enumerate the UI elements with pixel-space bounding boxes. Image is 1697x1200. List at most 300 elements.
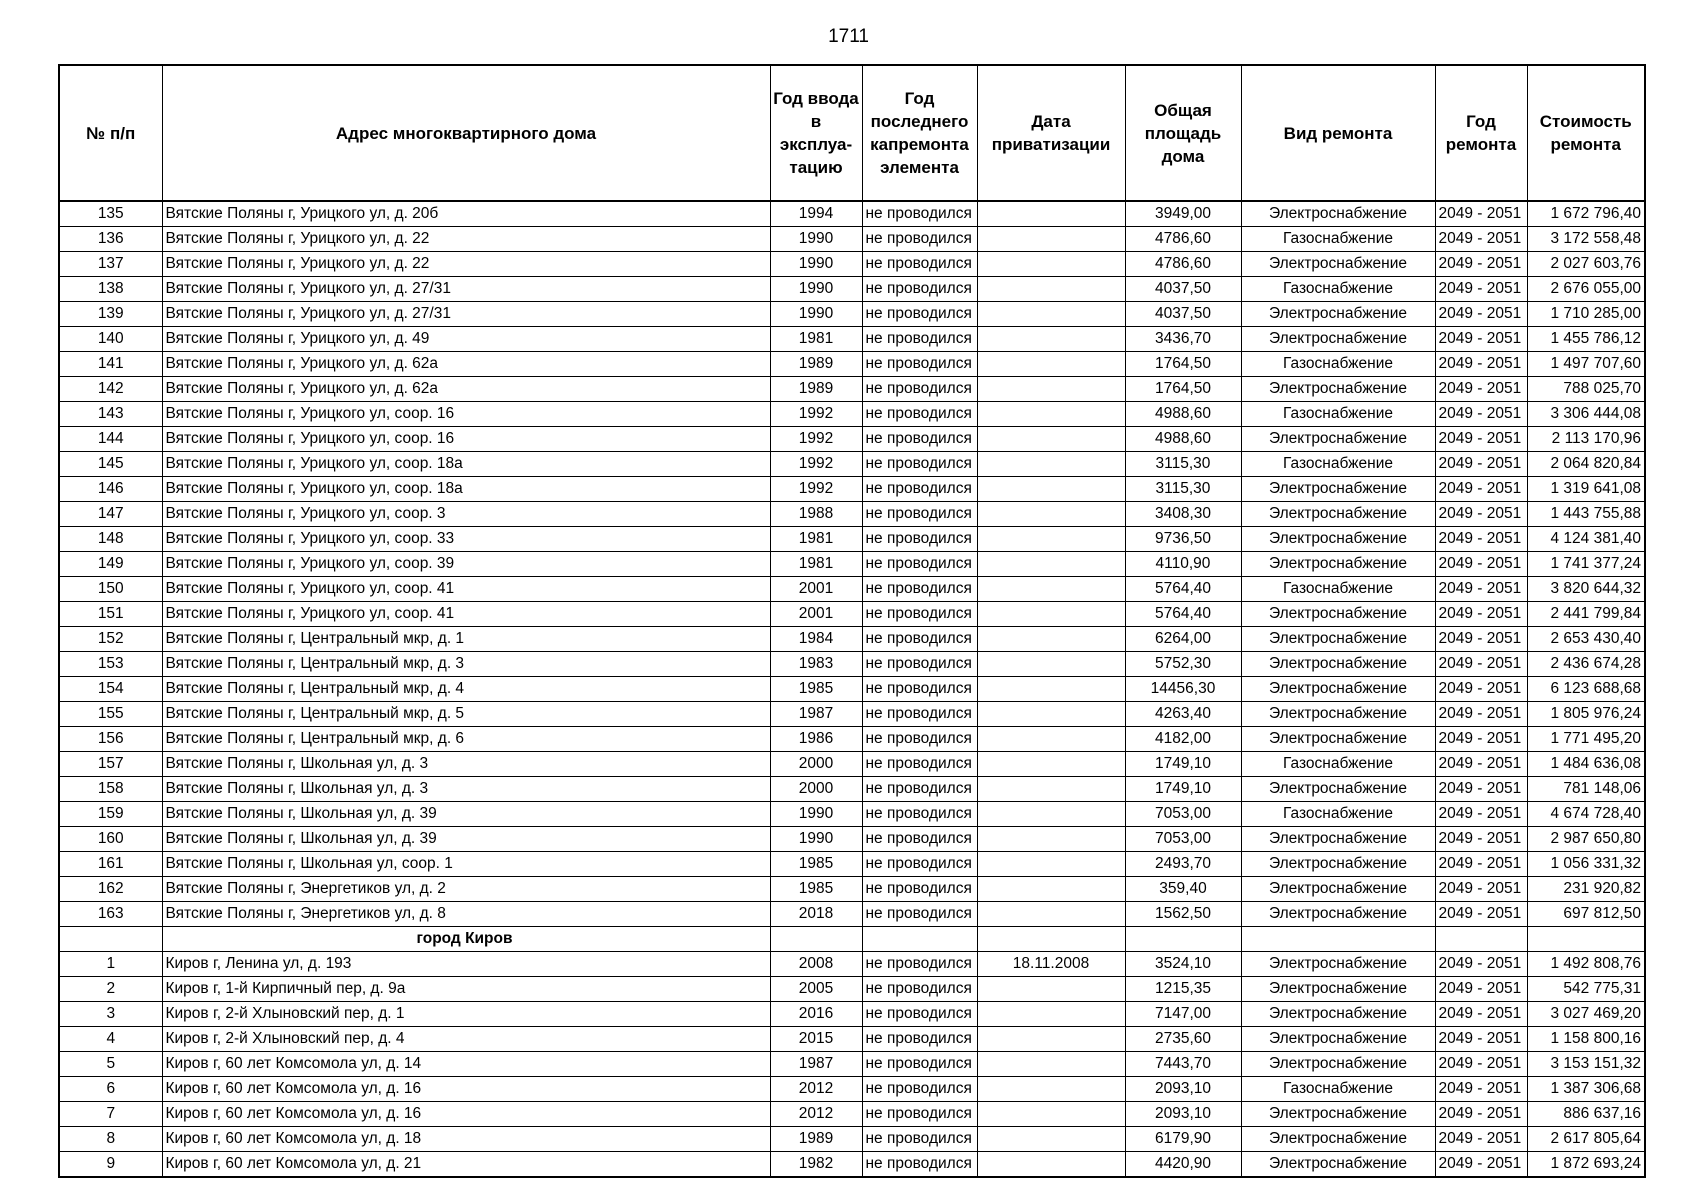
cell-cost: 886 637,16 (1527, 1102, 1645, 1127)
cell-last-repair: не проводился (862, 602, 977, 627)
cell-address: Киров г, 60 лет Комсомола ул, д. 16 (162, 1102, 770, 1127)
section-empty-cell (1527, 927, 1645, 952)
cell-year-built: 1987 (770, 702, 862, 727)
cell-privatization (977, 602, 1125, 627)
cell-repair-type: Электроснабжение (1241, 1027, 1435, 1052)
table-row (59, 752, 1645, 777)
cell-cost: 2 113 170,96 (1527, 427, 1645, 452)
cell-area: 4263,40 (1125, 702, 1241, 727)
cell-privatization (977, 252, 1125, 277)
cell-area: 3115,30 (1125, 452, 1241, 477)
section-empty-cell (977, 927, 1125, 952)
cell-repair-year: 2049 - 2051 (1435, 352, 1527, 377)
cell-repair-year: 2049 - 2051 (1435, 777, 1527, 802)
cell-year-built: 1989 (770, 1127, 862, 1152)
cell-year-built: 1992 (770, 402, 862, 427)
table-row (59, 677, 1645, 702)
cell-cost: 231 920,82 (1527, 877, 1645, 902)
cell-address: Вятские Поляны г, Урицкого ул, соор. 18а (162, 452, 770, 477)
header-privatization: Дата приватизации (977, 65, 1125, 201)
section-empty-cell (1125, 927, 1241, 952)
cell-year-built: 1986 (770, 727, 862, 752)
cell-address: Вятские Поляны г, Центральный мкр, д. 3 (162, 652, 770, 677)
cell-cost: 1 497 707,60 (1527, 352, 1645, 377)
cell-area: 1764,50 (1125, 352, 1241, 377)
cell-num: 150 (59, 577, 162, 602)
cell-privatization (977, 677, 1125, 702)
cell-last-repair: не проводился (862, 977, 977, 1002)
cell-num: 151 (59, 602, 162, 627)
cell-year-built: 1990 (770, 302, 862, 327)
cell-num: 162 (59, 877, 162, 902)
cell-year-built: 1990 (770, 277, 862, 302)
cell-year-built: 2016 (770, 1002, 862, 1027)
cell-num: 3 (59, 1002, 162, 1027)
cell-area: 9736,50 (1125, 527, 1241, 552)
cell-year-built: 1990 (770, 802, 862, 827)
cell-year-built: 1982 (770, 1152, 862, 1178)
cell-last-repair: не проводился (862, 577, 977, 602)
cell-num: 143 (59, 402, 162, 427)
cell-cost: 1 672 796,40 (1527, 201, 1645, 227)
cell-year-built: 2001 (770, 577, 862, 602)
cell-num: 146 (59, 477, 162, 502)
cell-repair-type: Газоснабжение (1241, 577, 1435, 602)
cell-num: 158 (59, 777, 162, 802)
cell-last-repair: не проводился (862, 427, 977, 452)
cell-area: 1749,10 (1125, 752, 1241, 777)
cell-address: Вятские Поляны г, Энергетиков ул, д. 2 (162, 877, 770, 902)
table-row (59, 302, 1645, 327)
table-row (59, 902, 1645, 927)
cell-repair-year: 2049 - 2051 (1435, 652, 1527, 677)
cell-area: 3949,00 (1125, 201, 1241, 227)
cell-area: 1215,35 (1125, 977, 1241, 1002)
cell-year-built: 2001 (770, 602, 862, 627)
table-row (59, 802, 1645, 827)
cell-year-built: 2005 (770, 977, 862, 1002)
cell-area: 5764,40 (1125, 602, 1241, 627)
cell-privatization (977, 352, 1125, 377)
cell-repair-year: 2049 - 2051 (1435, 277, 1527, 302)
cell-cost: 1 319 641,08 (1527, 477, 1645, 502)
table-row (59, 1152, 1645, 1178)
cell-address: Вятские Поляны г, Урицкого ул, соор. 16 (162, 402, 770, 427)
section-empty-cell (770, 927, 862, 952)
cell-year-built: 1990 (770, 252, 862, 277)
cell-address: Вятские Поляны г, Центральный мкр, д. 4 (162, 677, 770, 702)
cell-privatization (977, 1052, 1125, 1077)
cell-year-built: 1990 (770, 827, 862, 852)
cell-address: Вятские Поляны г, Урицкого ул, соор. 18а (162, 477, 770, 502)
cell-repair-year: 2049 - 2051 (1435, 852, 1527, 877)
cell-area: 14456,30 (1125, 677, 1241, 702)
cell-address: Киров г, Ленина ул, д. 193 (162, 952, 770, 977)
cell-repair-year: 2049 - 2051 (1435, 577, 1527, 602)
cell-cost: 2 441 799,84 (1527, 602, 1645, 627)
cell-privatization (977, 201, 1125, 227)
cell-year-built: 1987 (770, 1052, 862, 1077)
table-row (59, 527, 1645, 552)
cell-repair-type: Электроснабжение (1241, 677, 1435, 702)
cell-last-repair: не проводился (862, 402, 977, 427)
cell-privatization (977, 777, 1125, 802)
cell-repair-type: Электроснабжение (1241, 777, 1435, 802)
page-number: 1711 (828, 26, 869, 47)
cell-repair-year: 2049 - 2051 (1435, 502, 1527, 527)
cell-privatization (977, 752, 1125, 777)
cell-address: Вятские Поляны г, Центральный мкр, д. 6 (162, 727, 770, 752)
cell-privatization (977, 552, 1125, 577)
cell-address: Киров г, 2-й Хлыновский пер, д. 4 (162, 1027, 770, 1052)
cell-repair-type: Газоснабжение (1241, 1077, 1435, 1102)
cell-repair-year: 2049 - 2051 (1435, 1027, 1527, 1052)
repair-register-table (58, 64, 1646, 1178)
cell-area: 5752,30 (1125, 652, 1241, 677)
cell-cost: 697 812,50 (1527, 902, 1645, 927)
cell-last-repair: не проводился (862, 777, 977, 802)
cell-area: 6179,90 (1125, 1127, 1241, 1152)
cell-address: Вятские Поляны г, Урицкого ул, д. 62а (162, 377, 770, 402)
cell-last-repair: не проводился (862, 552, 977, 577)
cell-repair-type: Газоснабжение (1241, 802, 1435, 827)
cell-repair-type: Газоснабжение (1241, 352, 1435, 377)
cell-last-repair: не проводился (862, 727, 977, 752)
cell-repair-year: 2049 - 2051 (1435, 477, 1527, 502)
cell-last-repair: не проводился (862, 827, 977, 852)
cell-cost: 1 387 306,68 (1527, 1077, 1645, 1102)
cell-privatization (977, 652, 1125, 677)
cell-privatization (977, 1002, 1125, 1027)
section-empty-cell (59, 927, 162, 952)
cell-cost: 1 872 693,24 (1527, 1152, 1645, 1178)
header-repair-type: Вид ремонта (1241, 65, 1435, 201)
cell-privatization (977, 852, 1125, 877)
cell-num: 152 (59, 627, 162, 652)
cell-num: 161 (59, 852, 162, 877)
section-title: город Киров (162, 927, 770, 952)
cell-address: Вятские Поляны г, Урицкого ул, соор. 41 (162, 577, 770, 602)
cell-repair-year: 2049 - 2051 (1435, 1052, 1527, 1077)
table-body-part1 (59, 201, 1645, 927)
cell-last-repair: не проводился (862, 652, 977, 677)
cell-privatization (977, 477, 1125, 502)
table-row (59, 1027, 1645, 1052)
cell-num: 7 (59, 1102, 162, 1127)
cell-privatization (977, 402, 1125, 427)
cell-cost: 2 676 055,00 (1527, 277, 1645, 302)
cell-repair-type: Электроснабжение (1241, 702, 1435, 727)
cell-cost: 2 617 805,64 (1527, 1127, 1645, 1152)
cell-address: Киров г, 2-й Хлыновский пер, д. 1 (162, 1002, 770, 1027)
cell-num: 140 (59, 327, 162, 352)
cell-year-built: 1981 (770, 552, 862, 577)
table-row (59, 377, 1645, 402)
cell-repair-type: Электроснабжение (1241, 1002, 1435, 1027)
cell-cost: 3 306 444,08 (1527, 402, 1645, 427)
table-row (59, 627, 1645, 652)
cell-repair-type: Газоснабжение (1241, 277, 1435, 302)
cell-address: Вятские Поляны г, Урицкого ул, д. 20б (162, 201, 770, 227)
cell-num: 2 (59, 977, 162, 1002)
cell-privatization: 18.11.2008 (977, 952, 1125, 977)
cell-repair-year: 2049 - 2051 (1435, 1102, 1527, 1127)
cell-address: Вятские Поляны г, Школьная ул, соор. 1 (162, 852, 770, 877)
cell-privatization (977, 577, 1125, 602)
table-row (59, 977, 1645, 1002)
cell-address: Вятские Поляны г, Урицкого ул, д. 27/31 (162, 302, 770, 327)
cell-cost: 1 455 786,12 (1527, 327, 1645, 352)
table-row (59, 652, 1645, 677)
cell-area: 7053,00 (1125, 827, 1241, 852)
cell-repair-type: Электроснабжение (1241, 1052, 1435, 1077)
table-row (59, 1002, 1645, 1027)
cell-last-repair: не проводился (862, 327, 977, 352)
cell-privatization (977, 802, 1125, 827)
cell-repair-year: 2049 - 2051 (1435, 727, 1527, 752)
cell-last-repair: не проводился (862, 227, 977, 252)
cell-cost: 1 710 285,00 (1527, 302, 1645, 327)
cell-cost: 3 027 469,20 (1527, 1002, 1645, 1027)
cell-year-built: 1989 (770, 377, 862, 402)
cell-repair-year: 2049 - 2051 (1435, 527, 1527, 552)
cell-repair-type: Электроснабжение (1241, 902, 1435, 927)
cell-num: 139 (59, 302, 162, 327)
cell-repair-year: 2049 - 2051 (1435, 377, 1527, 402)
cell-address: Вятские Поляны г, Урицкого ул, д. 49 (162, 327, 770, 352)
cell-area: 6264,00 (1125, 627, 1241, 652)
table-row (59, 227, 1645, 252)
table-row (59, 201, 1645, 227)
cell-repair-type: Электроснабжение (1241, 1152, 1435, 1178)
cell-last-repair: не проводился (862, 902, 977, 927)
cell-repair-type: Электроснабжение (1241, 852, 1435, 877)
table-row (59, 502, 1645, 527)
cell-privatization (977, 427, 1125, 452)
cell-cost: 1 805 976,24 (1527, 702, 1645, 727)
cell-repair-type: Электроснабжение (1241, 377, 1435, 402)
cell-address: Вятские Поляны г, Урицкого ул, д. 27/31 (162, 277, 770, 302)
cell-area: 2093,10 (1125, 1077, 1241, 1102)
cell-address: Вятские Поляны г, Урицкого ул, соор. 41 (162, 602, 770, 627)
cell-num: 8 (59, 1127, 162, 1152)
cell-area: 1562,50 (1125, 902, 1241, 927)
cell-privatization (977, 902, 1125, 927)
cell-area: 4786,60 (1125, 252, 1241, 277)
cell-year-built: 1985 (770, 877, 862, 902)
cell-last-repair: не проводился (862, 1077, 977, 1102)
cell-address: Вятские Поляны г, Урицкого ул, д. 22 (162, 227, 770, 252)
cell-cost: 788 025,70 (1527, 377, 1645, 402)
cell-last-repair: не проводился (862, 1002, 977, 1027)
cell-address: Вятские Поляны г, Центральный мкр, д. 1 (162, 627, 770, 652)
cell-area: 3524,10 (1125, 952, 1241, 977)
cell-last-repair: не проводился (862, 627, 977, 652)
cell-last-repair: не проводился (862, 302, 977, 327)
cell-year-built: 1992 (770, 427, 862, 452)
header-num: № п/п (59, 65, 162, 201)
cell-num: 141 (59, 352, 162, 377)
cell-repair-type: Электроснабжение (1241, 201, 1435, 227)
table-row (59, 727, 1645, 752)
table-row (59, 1102, 1645, 1127)
cell-year-built: 1985 (770, 677, 862, 702)
header-cost: Стоимость ремонта (1527, 65, 1645, 201)
cell-privatization (977, 377, 1125, 402)
cell-address: Вятские Поляны г, Школьная ул, д. 39 (162, 802, 770, 827)
cell-num: 163 (59, 902, 162, 927)
cell-repair-year: 2049 - 2051 (1435, 602, 1527, 627)
header-row (59, 65, 1645, 201)
cell-num: 5 (59, 1052, 162, 1077)
cell-privatization (977, 227, 1125, 252)
cell-privatization (977, 1102, 1125, 1127)
cell-address: Вятские Поляны г, Урицкого ул, д. 62а (162, 352, 770, 377)
cell-area: 3436,70 (1125, 327, 1241, 352)
cell-year-built: 1994 (770, 201, 862, 227)
cell-address: Киров г, 60 лет Комсомола ул, д. 21 (162, 1152, 770, 1178)
cell-num: 135 (59, 201, 162, 227)
cell-address: Киров г, 1-й Кирпичный пер, д. 9а (162, 977, 770, 1002)
cell-num: 4 (59, 1027, 162, 1052)
cell-repair-year: 2049 - 2051 (1435, 1127, 1527, 1152)
section-empty-cell (1241, 927, 1435, 952)
cell-repair-year: 2049 - 2051 (1435, 227, 1527, 252)
cell-area: 4988,60 (1125, 427, 1241, 452)
cell-address: Вятские Поляны г, Урицкого ул, соор. 3 (162, 502, 770, 527)
cell-repair-year: 2049 - 2051 (1435, 952, 1527, 977)
cell-repair-year: 2049 - 2051 (1435, 627, 1527, 652)
cell-num: 145 (59, 452, 162, 477)
cell-num: 149 (59, 552, 162, 577)
cell-repair-year: 2049 - 2051 (1435, 402, 1527, 427)
cell-area: 7053,00 (1125, 802, 1241, 827)
cell-year-built: 2015 (770, 1027, 862, 1052)
table-row (59, 552, 1645, 577)
cell-cost: 1 771 495,20 (1527, 727, 1645, 752)
cell-address: Вятские Поляны г, Школьная ул, д. 3 (162, 777, 770, 802)
cell-num: 1 (59, 952, 162, 977)
cell-num: 147 (59, 502, 162, 527)
cell-address: Вятские Поляны г, Урицкого ул, соор. 16 (162, 427, 770, 452)
cell-last-repair: не проводился (862, 952, 977, 977)
cell-area: 2735,60 (1125, 1027, 1241, 1052)
cell-cost: 2 436 674,28 (1527, 652, 1645, 677)
header-area: Общая площадь дома (1125, 65, 1241, 201)
cell-last-repair: не проводился (862, 452, 977, 477)
table-row (59, 852, 1645, 877)
section-empty-cell (862, 927, 977, 952)
cell-year-built: 1988 (770, 502, 862, 527)
cell-repair-type: Электроснабжение (1241, 827, 1435, 852)
cell-repair-year: 2049 - 2051 (1435, 252, 1527, 277)
header-address: Адрес многоквартирного дома (162, 65, 770, 201)
table-row (59, 777, 1645, 802)
cell-repair-year: 2049 - 2051 (1435, 1077, 1527, 1102)
header-year-built: Год ввода в эксплуа-тацию (770, 65, 862, 201)
cell-repair-type: Электроснабжение (1241, 602, 1435, 627)
cell-repair-year: 2049 - 2051 (1435, 1152, 1527, 1178)
cell-num: 160 (59, 827, 162, 852)
cell-cost: 2 027 603,76 (1527, 252, 1645, 277)
cell-cost: 1 492 808,76 (1527, 952, 1645, 977)
cell-year-built: 1992 (770, 477, 862, 502)
cell-last-repair: не проводился (862, 477, 977, 502)
cell-year-built: 2000 (770, 777, 862, 802)
cell-repair-type: Газоснабжение (1241, 402, 1435, 427)
cell-last-repair: не проводился (862, 1102, 977, 1127)
cell-repair-type: Газоснабжение (1241, 752, 1435, 777)
cell-repair-type: Электроснабжение (1241, 1102, 1435, 1127)
table-row (59, 602, 1645, 627)
cell-last-repair: не проводился (862, 702, 977, 727)
cell-year-built: 1989 (770, 352, 862, 377)
cell-repair-type: Газоснабжение (1241, 227, 1435, 252)
cell-last-repair: не проводился (862, 877, 977, 902)
cell-repair-type: Электроснабжение (1241, 502, 1435, 527)
cell-last-repair: не проводился (862, 502, 977, 527)
cell-repair-type: Электроснабжение (1241, 952, 1435, 977)
cell-year-built: 1992 (770, 452, 862, 477)
cell-privatization (977, 1152, 1125, 1178)
cell-privatization (977, 1127, 1125, 1152)
cell-num: 156 (59, 727, 162, 752)
cell-privatization (977, 1077, 1125, 1102)
cell-address: Вятские Поляны г, Урицкого ул, д. 22 (162, 252, 770, 277)
cell-address: Вятские Поляны г, Урицкого ул, соор. 39 (162, 552, 770, 577)
cell-year-built: 2012 (770, 1102, 862, 1127)
cell-privatization (977, 977, 1125, 1002)
cell-repair-year: 2049 - 2051 (1435, 201, 1527, 227)
cell-cost: 3 172 558,48 (1527, 227, 1645, 252)
cell-cost: 4 124 381,40 (1527, 527, 1645, 552)
cell-last-repair: не проводился (862, 752, 977, 777)
table-row (59, 452, 1645, 477)
table-row (59, 327, 1645, 352)
cell-last-repair: не проводился (862, 1027, 977, 1052)
cell-repair-type: Электроснабжение (1241, 877, 1435, 902)
cell-repair-year: 2049 - 2051 (1435, 1002, 1527, 1027)
cell-area: 4420,90 (1125, 1152, 1241, 1178)
table-row (59, 827, 1645, 852)
cell-num: 148 (59, 527, 162, 552)
cell-repair-year: 2049 - 2051 (1435, 427, 1527, 452)
cell-area: 7147,00 (1125, 1002, 1241, 1027)
cell-num: 159 (59, 802, 162, 827)
cell-year-built: 2012 (770, 1077, 862, 1102)
cell-year-built: 1985 (770, 852, 862, 877)
cell-address: Вятские Поляны г, Урицкого ул, соор. 33 (162, 527, 770, 552)
table-row (59, 402, 1645, 427)
cell-repair-type: Электроснабжение (1241, 627, 1435, 652)
cell-cost: 1 158 800,16 (1527, 1027, 1645, 1052)
cell-area: 359,40 (1125, 877, 1241, 902)
cell-repair-type: Электроснабжение (1241, 427, 1435, 452)
cell-repair-year: 2049 - 2051 (1435, 677, 1527, 702)
cell-area: 2093,10 (1125, 1102, 1241, 1127)
cell-repair-type: Электроснабжение (1241, 1127, 1435, 1152)
cell-last-repair: не проводился (862, 277, 977, 302)
cell-last-repair: не проводился (862, 1152, 977, 1178)
cell-repair-year: 2049 - 2051 (1435, 827, 1527, 852)
table-row (59, 252, 1645, 277)
cell-last-repair: не проводился (862, 527, 977, 552)
table-body-part2 (59, 952, 1645, 1178)
cell-num: 138 (59, 277, 162, 302)
cell-repair-year: 2049 - 2051 (1435, 802, 1527, 827)
cell-area: 4988,60 (1125, 402, 1241, 427)
cell-year-built: 1984 (770, 627, 862, 652)
